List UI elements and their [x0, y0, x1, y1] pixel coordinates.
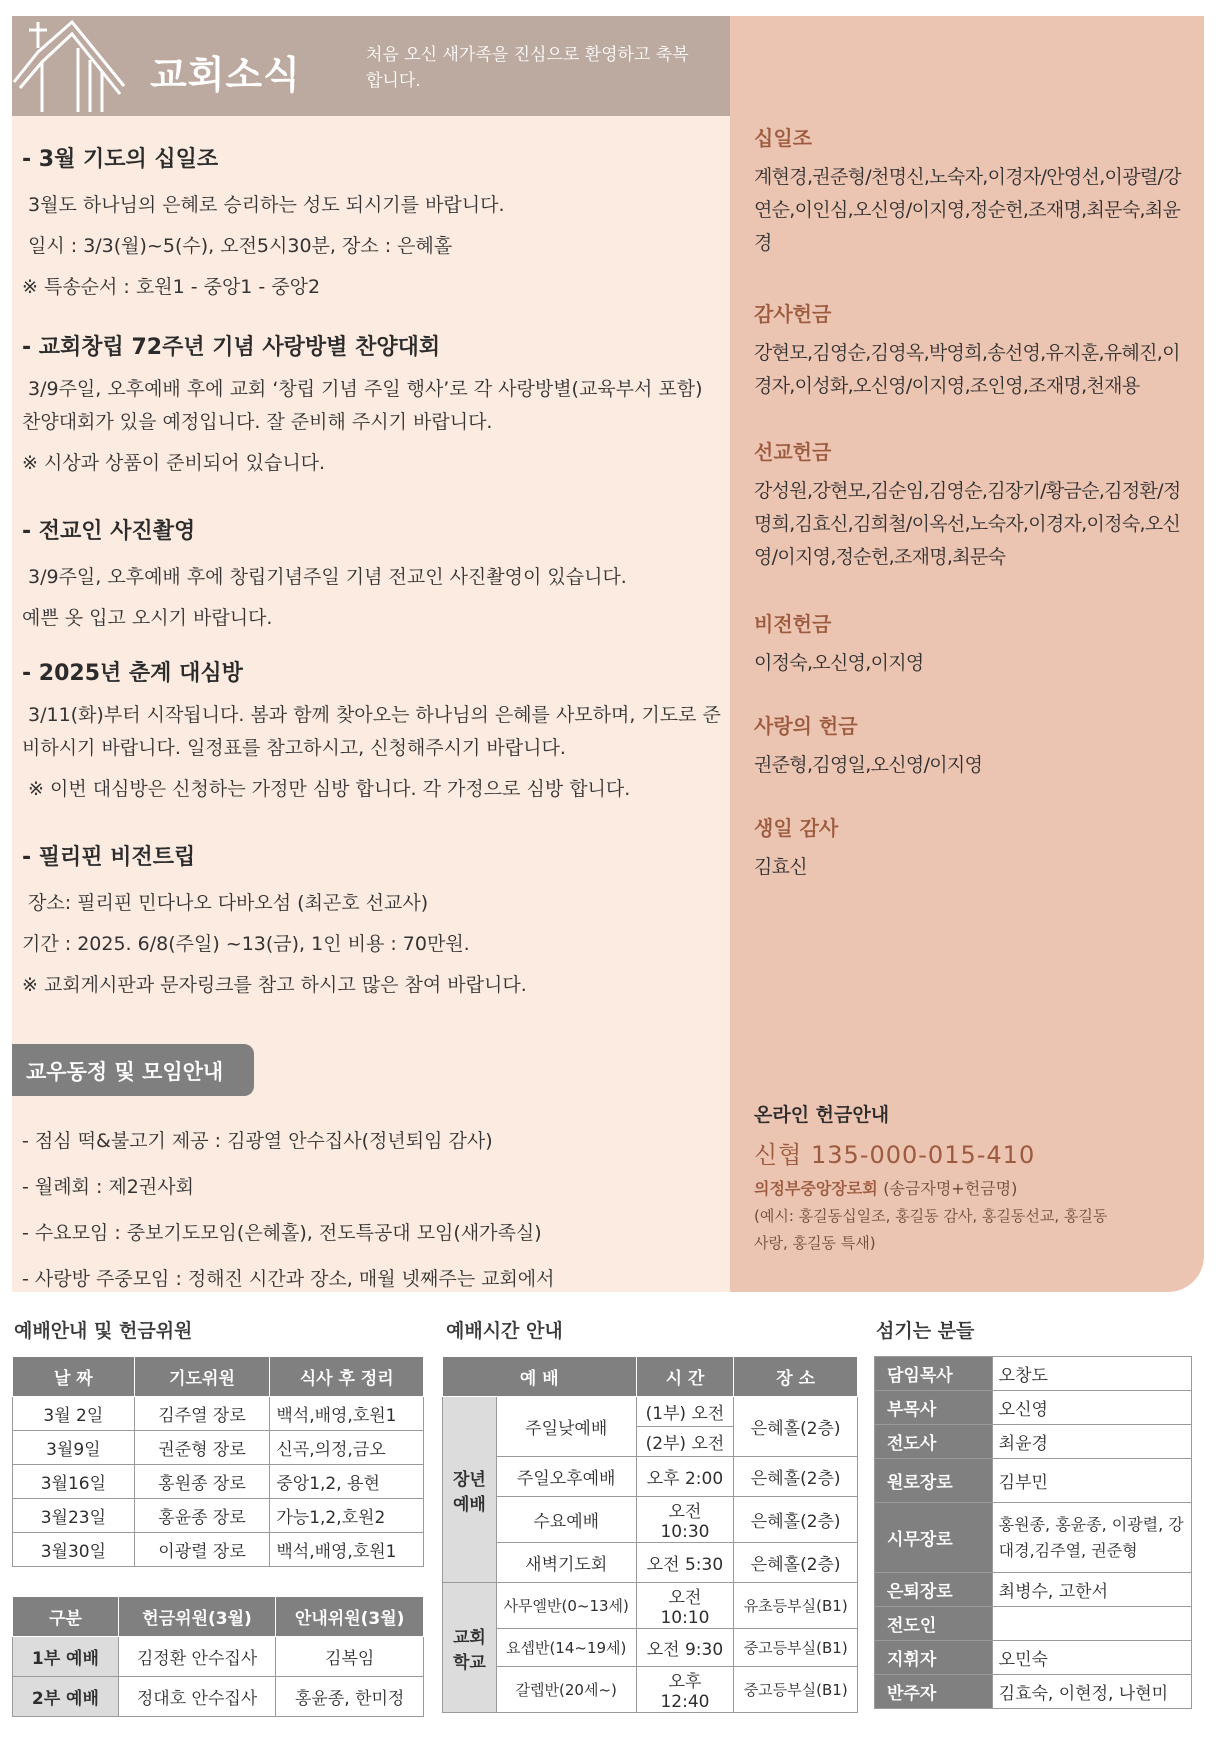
- offering-title: 감사헌금: [754, 302, 832, 326]
- table-row: 지휘자 오민숙: [875, 1641, 1192, 1675]
- notice-line: 3월도 하나님의 은혜로 승리하는 성도 되시기를 바랍니다.: [28, 194, 505, 216]
- table-header-row: 날 짜 기도위원 식사 후 정리: [13, 1357, 424, 1397]
- notice-line: 장소: 필리핀 민다나오 다바오섬 (최곤호 선교사): [28, 892, 429, 914]
- offering-tithe: [754, 122, 1194, 260]
- offering-vision: [754, 608, 1194, 680]
- notice-line: 예쁜 옷 입고 오시기 바랍니다.: [22, 607, 273, 629]
- offering-title: 십일조: [754, 126, 812, 150]
- church-news-panel: [12, 16, 1204, 1292]
- table-row: 반주자 김효숙, 이현정, 나현미: [875, 1675, 1192, 1709]
- notice-anniversary-concert: [22, 330, 722, 484]
- table-row: 3월30일 이광렬 장로 백석,배영,호원1: [13, 1533, 424, 1567]
- offering-names: 권준형,김영일,오신영/이지영: [754, 754, 983, 776]
- offering-names: 계현경,권준형/천명신,노숙자,이경자/안영선,이광렬/강연순,이인심,오신영/이지영,정순헌,조재명,최문숙,최윤경: [754, 166, 1181, 254]
- table-row: 3월 2일 김주열 장로 백석,배영,호원1: [13, 1397, 424, 1431]
- worship-committee-table: [12, 1356, 424, 1567]
- notice-title: - 교회창립 72주년 기념 사랑방별 찬양대회: [22, 335, 441, 360]
- notice-title: - 필리핀 비전트립: [22, 845, 196, 870]
- offering-names: 김효신: [754, 856, 807, 878]
- bank-account: 신협 135-000-015-410: [754, 1141, 1036, 1169]
- table-row: 2부 예배 정대호 안수집사 홍윤종, 한미정: [13, 1677, 424, 1717]
- notice-title: - 전교인 사진촬영: [22, 519, 196, 544]
- list-item: - 수요모임 : 중보기도모임(은혜홀), 전도특공대 모임(새가족실): [22, 1222, 542, 1244]
- offering-names: 이정숙,오신영,이지영: [754, 652, 924, 674]
- fellowship-heading: 교우동정 및 모임안내: [12, 1044, 254, 1096]
- notice-line: ※ 교회게시판과 문자링크를 참고 하시고 많은 참여 바랍니다.: [22, 974, 527, 996]
- table-row: 시무장로 홍원종, 홍윤종, 이광렬, 강대경,김주열, 권준형: [875, 1503, 1192, 1573]
- online-offering-info: [754, 1100, 1194, 1257]
- table-row: 3월9일 권준형 장로 신곡,의정,금오: [13, 1431, 424, 1465]
- offering-thanks: [754, 298, 1194, 403]
- table-row: 3월16일 홍원종 장로 중앙1,2, 용현: [13, 1465, 424, 1499]
- notice-line: ※ 시상과 상품이 준비되어 있습니다.: [22, 452, 326, 474]
- table-header-row: 구분 헌금위원(3월) 안내위원(3월): [13, 1597, 424, 1637]
- offering-title: 비전헌금: [754, 612, 832, 636]
- account-holder: 의정부중앙장로회 (송금자명+헌금명): [754, 1179, 1018, 1198]
- notice-spring-visitation: [22, 656, 722, 810]
- offering-title: 생일 감사: [754, 816, 839, 840]
- notice-photo-session: [22, 514, 722, 639]
- list-item: - 월례회 : 제2권사회: [22, 1176, 194, 1198]
- table-row: 주일오후예배 오후 2:00 은혜홀(2층): [443, 1457, 858, 1497]
- offering-title: 선교헌금: [754, 440, 832, 464]
- page-title: 교회소식: [150, 53, 301, 97]
- notice-line: ※ 이번 대심방은 신청하는 가정만 심방 합니다. 각 가정으로 심방 합니다.: [28, 778, 631, 800]
- worship-schedule-table: [442, 1356, 858, 1713]
- table-row: 원로장로 김부민: [875, 1459, 1192, 1503]
- news-column: [12, 16, 730, 1292]
- offering-mission: [754, 436, 1194, 574]
- offering-names: 강성원,강현모,김순임,김영순,김장기/황금순,김정환/정명희,김효신,김희철/이옥선,노숙자,이경자,이정숙,오신영/이지영,정순헌,조재명,최문숙: [754, 480, 1181, 568]
- list-item: - 점심 떡&불고기 제공 : 김광열 안수집사(정년퇴임 감사): [22, 1130, 493, 1152]
- notice-line: 일시 : 3/3(월)~5(수), 오전5시30분, 장소 : 은혜홀: [28, 235, 453, 257]
- table-row: 전도사 최윤경: [875, 1425, 1192, 1459]
- table-row: 부목사 오신영: [875, 1391, 1192, 1425]
- worship-committee-title: 예배안내 및 헌금위원: [14, 1320, 193, 1342]
- table-row: 은퇴장로 최병수, 고한서: [875, 1573, 1192, 1607]
- online-offering-title: 온라인 헌금안내: [754, 1104, 890, 1126]
- remittance-example: (예시: 홍길동십일조, 홍길동 감사, 홍길동선교, 홍길동사랑, 홍길동 특새): [754, 1207, 1108, 1252]
- notice-line: 3/9주일, 오후예배 후에 교회 ‘창립 기념 주일 행사’로 각 사랑방별(교육부서 포함) 찬양대회가 있을 예정입니다. 잘 준비해 주시기 바랍니다.: [22, 378, 703, 433]
- table-header-row: 예 배 시 간 장 소: [443, 1357, 858, 1397]
- table-row: 갈렙반(20세~) 오후 12:40 중고등부실(B1): [443, 1667, 858, 1713]
- offering-title: 사랑의 헌금: [754, 714, 858, 738]
- table-row: 교회 학교 사무엘반(0~13세) 오전 10:10 유초등부실(B1): [443, 1583, 858, 1629]
- table-row: 수요예배 오전 10:30 은혜홀(2층): [443, 1497, 858, 1543]
- table-row: 담임목사 오창도: [875, 1357, 1192, 1391]
- table-row: 전도인: [875, 1607, 1192, 1641]
- news-header: [12, 16, 730, 116]
- church-icon: [12, 18, 130, 114]
- offering-birthday: [754, 812, 1194, 884]
- notice-tithe-prayer: [22, 142, 722, 308]
- fellowship-list: [22, 1118, 722, 1302]
- notice-vision-trip: [22, 840, 722, 1006]
- table-row: (2부) 오전: [443, 1427, 858, 1457]
- table-row: 장년 예배 주일낮예배 (1부) 오전 은혜홀(2층): [443, 1397, 858, 1427]
- offering-names: 강현모,김영순,김영옥,박영희,송선영,유지훈,유혜진,이경자,이성화,오신영/이지영,조인영,조재명,천재용: [754, 342, 1180, 397]
- table-row: 새벽기도회 오전 5:30 은혜홀(2층): [443, 1543, 858, 1583]
- notice-line: 3/9주일, 오후예배 후에 창립기념주일 기념 전교인 사진촬영이 있습니다.: [28, 566, 627, 588]
- offerings-column: [730, 16, 1204, 1292]
- servants-table: [874, 1356, 1192, 1709]
- table-row: 1부 예배 김정환 안수집사 김복임: [13, 1637, 424, 1677]
- notice-line: 기간 : 2025. 6/8(주일) ~13(금), 1인 비용 : 70만원.: [22, 933, 470, 955]
- welcome-message: 처음 오신 새가족을 진심으로 환영하고 축복합니다.: [366, 45, 689, 91]
- table-row: 3월23일 홍윤종 장로 가능1,2,호원2: [13, 1499, 424, 1533]
- worship-schedule-title: 예배시간 안내: [446, 1320, 563, 1342]
- table-row: 요셉반(14~19세) 오전 9:30 중고등부실(B1): [443, 1629, 858, 1667]
- notice-line: 3/11(화)부터 시작됩니다. 봄과 함께 찾아오는 하나님의 은혜를 사모하며, 기도로 준비하시기 바랍니다. 일정표를 참고하시고, 신청해주시기 바랍니다.: [22, 704, 721, 759]
- notice-title: - 3월 기도의 십일조: [22, 147, 219, 172]
- payee-note: (송금자명+헌금명): [883, 1179, 1018, 1198]
- servants-title: 섬기는 분들: [876, 1320, 975, 1342]
- notice-title: - 2025년 춘계 대심방: [22, 661, 243, 686]
- notice-line: ※ 특송순서 : 호원1 - 중앙1 - 중앙2: [22, 276, 321, 298]
- offering-love: [754, 710, 1194, 782]
- ushers-table: [12, 1596, 424, 1717]
- list-item: - 사랑방 주중모임 : 정해진 시간과 장소, 매월 넷째주는 교회에서: [22, 1268, 555, 1290]
